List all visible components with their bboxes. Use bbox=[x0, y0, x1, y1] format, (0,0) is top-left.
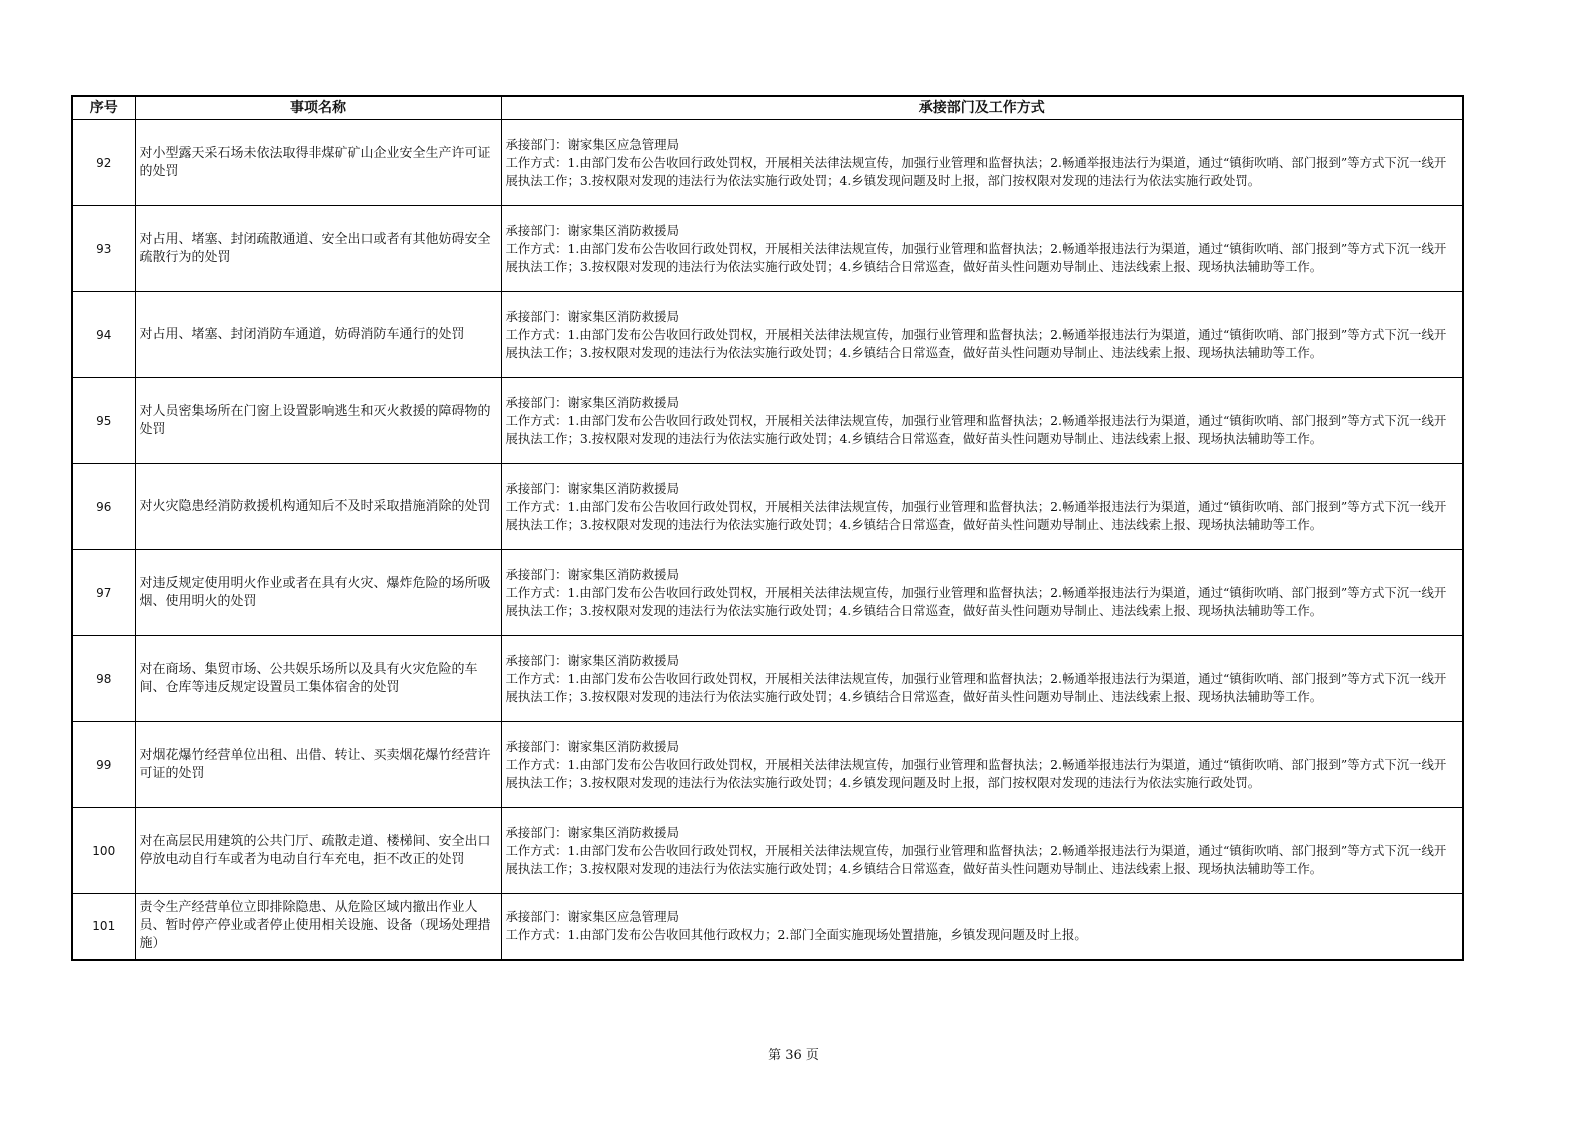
header-no: 序号 bbox=[72, 96, 135, 120]
method-line: 工作方式：1.由部门发布公告收回行政处罚权，开展相关法律法规宣传，加强行业管理和监督执法；2.畅通举报违法行为渠道，通过“镇街吹哨、部门报到”等方式下沉一线开展执法工作；3.按权限对发现的违法行为依法实施行政处罚；4.乡镇发现问题及时上报，部门按权限对发现的违法行为依法实施行政处罚。 bbox=[505, 154, 1447, 188]
table-row bbox=[72, 206, 1463, 292]
method-line: 工作方式：1.由部门发布公告收回行政处罚权，开展相关法律法规宣传，加强行业管理和监督执法；2.畅通举报违法行为渠道，通过“镇街吹哨、部门报到”等方式下沉一线开展执法工作；3.按权限对发现的违法行为依法实施行政处罚；4.乡镇结合日常巡查，做好苗头性问题劝导制止、违法线索上报、现场执法辅助等工作。 bbox=[505, 412, 1447, 446]
item-name: 对人员密集场所在门窗上设置影响逃生和灭火救援的障碍物的处罚 bbox=[135, 378, 501, 464]
method-line: 工作方式：1.由部门发布公告收回行政处罚权，开展相关法律法规宣传，加强行业管理和监督执法；2.畅通举报违法行为渠道，通过“镇街吹哨、部门报到”等方式下沉一线开展执法工作；3.按权限对发现的违法行为依法实施行政处罚；4.乡镇结合日常巡查，做好苗头性问题劝导制止、违法线索上报、现场执法辅助等工作。 bbox=[505, 326, 1447, 360]
dept-and-method bbox=[501, 292, 1463, 378]
dept-line: 承接部门：谢家集区应急管理局 bbox=[505, 909, 679, 925]
dept-line: 承接部门：谢家集区消防救援局 bbox=[505, 222, 679, 238]
item-name: 责令生产经营单位立即排除隐患、从危险区域内撤出作业人员、暂时停产停业或者停止使用相关设施、设备（现场处理措施） bbox=[135, 894, 501, 960]
method-line: 工作方式：1.由部门发布公告收回行政处罚权，开展相关法律法规宣传，加强行业管理和监督执法；2.畅通举报违法行为渠道，通过“镇街吹哨、部门报到”等方式下沉一线开展执法工作；3.按权限对发现的违法行为依法实施行政处罚；4.乡镇结合日常巡查，做好苗头性问题劝导制止、违法线索上报、现场执法辅助等工作。 bbox=[505, 842, 1447, 876]
item-name: 对在商场、集贸市场、公共娱乐场所以及具有火灾危险的车间、仓库等违反规定设置员工集体宿舍的处罚 bbox=[135, 636, 501, 722]
dept-and-method bbox=[501, 120, 1463, 206]
dept-line: 承接部门：谢家集区消防救援局 bbox=[505, 480, 679, 496]
table-row bbox=[72, 808, 1463, 894]
item-name: 对违反规定使用明火作业或者在具有火灾、爆炸危险的场所吸烟、使用明火的处罚 bbox=[135, 550, 501, 636]
dept-and-method bbox=[501, 206, 1463, 292]
dept-and-method bbox=[501, 636, 1463, 722]
dept-line: 承接部门：谢家集区消防救援局 bbox=[505, 394, 679, 410]
method-line: 工作方式：1.由部门发布公告收回行政处罚权，开展相关法律法规宣传，加强行业管理和监督执法；2.畅通举报违法行为渠道，通过“镇街吹哨、部门报到”等方式下沉一线开展执法工作；3.按权限对发现的违法行为依法实施行政处罚；4.乡镇结合日常巡查，做好苗头性问题劝导制止、违法线索上报、现场执法辅助等工作。 bbox=[505, 670, 1447, 704]
dept-and-method bbox=[501, 894, 1463, 960]
item-name: 对在高层民用建筑的公共门厅、疏散走道、楼梯间、安全出口停放电动自行车或者为电动自行车充电，拒不改正的处罚 bbox=[135, 808, 501, 894]
row-number: 95 bbox=[72, 378, 135, 464]
items-table bbox=[71, 95, 1464, 961]
header-name: 事项名称 bbox=[135, 96, 501, 120]
dept-and-method bbox=[501, 722, 1463, 808]
row-number: 100 bbox=[72, 808, 135, 894]
dept-and-method bbox=[501, 464, 1463, 550]
row-number: 101 bbox=[72, 894, 135, 960]
dept-and-method bbox=[501, 550, 1463, 636]
row-number: 99 bbox=[72, 722, 135, 808]
row-number: 92 bbox=[72, 120, 135, 206]
item-name: 对小型露天采石场未依法取得非煤矿矿山企业安全生产许可证的处罚 bbox=[135, 120, 501, 206]
method-line: 工作方式：1.由部门发布公告收回行政处罚权，开展相关法律法规宣传，加强行业管理和监督执法；2.畅通举报违法行为渠道，通过“镇街吹哨、部门报到”等方式下沉一线开展执法工作；3.按权限对发现的违法行为依法实施行政处罚；4.乡镇结合日常巡查，做好苗头性问题劝导制止、违法线索上报、现场执法辅助等工作。 bbox=[505, 584, 1447, 618]
row-number: 96 bbox=[72, 464, 135, 550]
dept-and-method bbox=[501, 378, 1463, 464]
table-row bbox=[72, 120, 1463, 206]
table-row bbox=[72, 722, 1463, 808]
item-name: 对占用、堵塞、封闭消防车通道，妨碍消防车通行的处罚 bbox=[135, 292, 501, 378]
item-name: 对烟花爆竹经营单位出租、出借、转让、买卖烟花爆竹经营许可证的处罚 bbox=[135, 722, 501, 808]
table-row bbox=[72, 894, 1463, 960]
row-number: 98 bbox=[72, 636, 135, 722]
table-row bbox=[72, 292, 1463, 378]
dept-line: 承接部门：谢家集区消防救援局 bbox=[505, 308, 679, 324]
row-number: 93 bbox=[72, 206, 135, 292]
dept-and-method bbox=[501, 808, 1463, 894]
item-name: 对火灾隐患经消防救援机构通知后不及时采取措施消除的处罚 bbox=[135, 464, 501, 550]
dept-line: 承接部门：谢家集区消防救援局 bbox=[505, 566, 679, 582]
method-line: 工作方式：1.由部门发布公告收回行政处罚权，开展相关法律法规宣传，加强行业管理和监督执法；2.畅通举报违法行为渠道，通过“镇街吹哨、部门报到”等方式下沉一线开展执法工作；3.按权限对发现的违法行为依法实施行政处罚；4.乡镇发现问题及时上报，部门按权限对发现的违法行为依法实施行政处罚。 bbox=[505, 756, 1447, 790]
table-row bbox=[72, 636, 1463, 722]
dept-line: 承接部门：谢家集区消防救援局 bbox=[505, 824, 679, 840]
table-header-row bbox=[72, 96, 1463, 120]
item-name: 对占用、堵塞、封闭疏散通道、安全出口或者有其他妨碍安全疏散行为的处罚 bbox=[135, 206, 501, 292]
header-dept: 承接部门及工作方式 bbox=[501, 96, 1463, 120]
table-row bbox=[72, 378, 1463, 464]
row-number: 94 bbox=[72, 292, 135, 378]
dept-line: 承接部门：谢家集区消防救援局 bbox=[505, 738, 679, 754]
page-number: 第 36 页 bbox=[768, 1048, 819, 1063]
row-number: 97 bbox=[72, 550, 135, 636]
table-row bbox=[72, 550, 1463, 636]
dept-line: 承接部门：谢家集区消防救援局 bbox=[505, 652, 679, 668]
method-line: 工作方式：1.由部门发布公告收回行政处罚权，开展相关法律法规宣传，加强行业管理和监督执法；2.畅通举报违法行为渠道，通过“镇街吹哨、部门报到”等方式下沉一线开展执法工作；3.按权限对发现的违法行为依法实施行政处罚；4.乡镇结合日常巡查，做好苗头性问题劝导制止、违法线索上报、现场执法辅助等工作。 bbox=[505, 498, 1447, 532]
dept-line: 承接部门：谢家集区应急管理局 bbox=[505, 136, 679, 152]
method-line: 工作方式：1.由部门发布公告收回行政处罚权，开展相关法律法规宣传，加强行业管理和监督执法；2.畅通举报违法行为渠道，通过“镇街吹哨、部门报到”等方式下沉一线开展执法工作；3.按权限对发现的违法行为依法实施行政处罚；4.乡镇结合日常巡查，做好苗头性问题劝导制止、违法线索上报、现场执法辅助等工作。 bbox=[505, 240, 1447, 274]
method-line: 工作方式：1.由部门发布公告收回其他行政权力；2.部门全面实施现场处置措施，乡镇发现问题及时上报。 bbox=[505, 927, 1087, 943]
table-row bbox=[72, 464, 1463, 550]
